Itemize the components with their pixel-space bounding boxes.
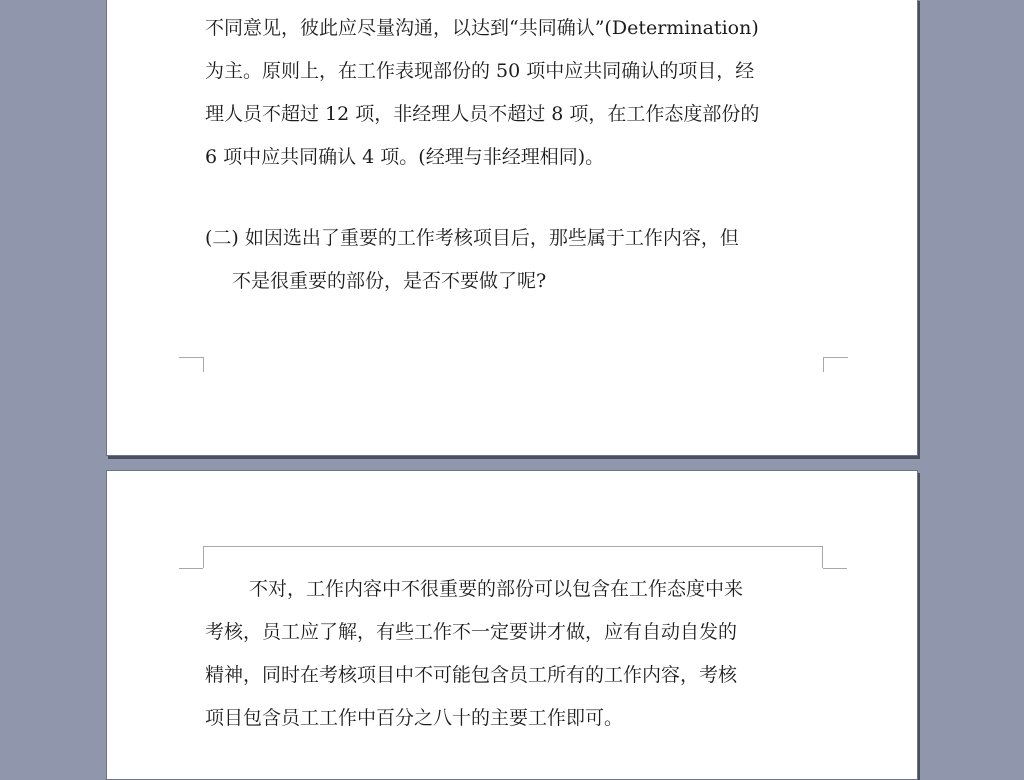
crop-mark-bottom-left [179, 357, 204, 372]
text-line: 精神，同时在考核项目中不可能包含员工所有的工作内容，考核 [205, 664, 738, 686]
text-line: 为主。原则上，在工作表现部份的 50 项中应共同确认的项目，经 [205, 60, 755, 82]
text-line: 不对，工作内容中不很重要的部份可以包含在工作态度中来 [249, 578, 744, 600]
text-line: (二) 如因选出了重要的工作考核项目后，那些属于工作内容，但 [205, 227, 739, 249]
text-line: 项目包含员工工作中百分之八十的主要工作即可。 [205, 707, 624, 729]
paragraph-answer [205, 568, 743, 740]
document-page-1 [106, 0, 918, 456]
text-line: 不同意见，彼此应尽量沟通，以达到“共同确认”(Determination) [205, 17, 759, 39]
text-line: 6 项中应共同确认 4 项。(经理与非经理相同)。 [205, 146, 605, 168]
section-question [205, 217, 739, 303]
text-line: 不是很重要的部份，是否不要做了呢? [232, 270, 547, 292]
text-line: 理人员不超过 12 项，非经理人员不超过 8 项，在工作态度部份的 [205, 103, 760, 125]
crop-mark-top-left [179, 554, 203, 569]
paragraph-body [205, 7, 759, 179]
document-page-2 [106, 470, 918, 780]
crop-mark-bottom-right [823, 357, 848, 372]
text-line: 考核，员工应了解，有些工作不一定要讲才做，应有自动自发的 [205, 621, 738, 643]
crop-mark-top-right [823, 554, 847, 569]
header-margin-line [203, 546, 823, 568]
